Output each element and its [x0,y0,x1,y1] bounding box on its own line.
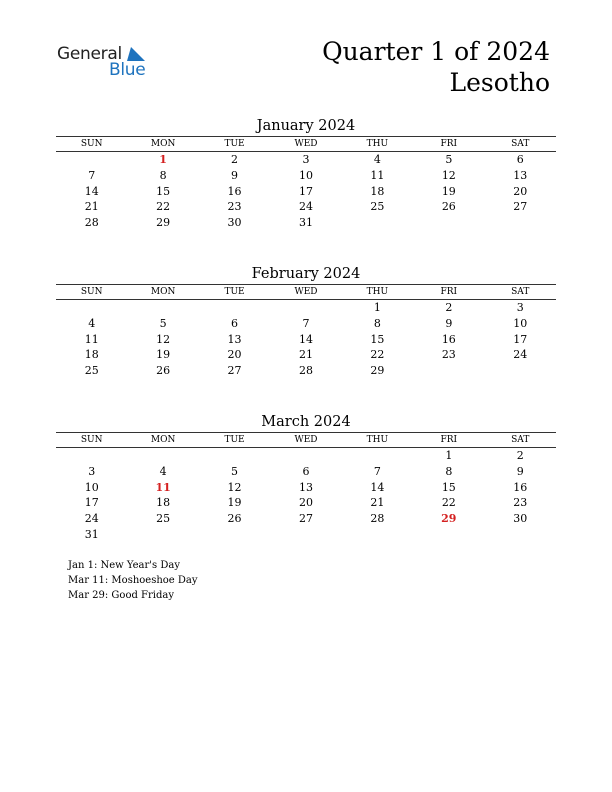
day-grid [56,300,556,379]
weekday-label: THU [366,139,389,149]
day-cell: 8 [159,168,167,182]
day-cell: 29 [370,364,385,378]
empty-day-cell [56,448,127,464]
day-cell: 19 [441,184,456,198]
weekday-label: WED [294,139,318,149]
day-cell: 27 [227,364,242,378]
day-cell: 4 [373,153,381,166]
weekday-label: SAT [511,287,530,297]
day-cell: 18 [370,184,385,198]
day-cell: 9 [516,464,524,478]
empty-day-cell [127,527,198,543]
day-cell: 26 [227,512,242,526]
day-cell: 14 [370,480,385,494]
holiday-day-cell: 29 [441,512,457,526]
weekday-label: TUE [224,435,245,445]
day-cell: 20 [298,496,313,510]
empty-day-cell [56,300,127,316]
weekday-label: TUE [224,139,245,149]
day-cell: 20 [513,184,528,198]
day-cell: 21 [298,348,313,362]
day-cell: 21 [84,200,99,214]
day-cell: 23 [513,496,528,510]
day-cell: 23 [227,200,242,214]
day-cell: 7 [302,316,310,330]
day-cell: 2 [445,301,453,314]
logo-triangle-icon [127,47,145,61]
logo-word-general: General [57,44,122,64]
day-cell: 12 [156,332,171,346]
day-cell: 6 [231,316,239,330]
day-cell: 16 [513,480,528,494]
day-cell: 2 [231,153,239,166]
day-cell: 19 [156,348,171,362]
day-cell: 27 [298,512,313,526]
day-cell: 3 [516,301,524,314]
month-title: January 2024 [256,118,356,134]
day-cell: 17 [298,184,313,198]
day-cell: 13 [298,480,313,494]
day-cell: 7 [88,168,96,182]
day-cell: 10 [84,480,99,494]
day-cell: 18 [84,348,99,362]
day-cell: 2 [516,449,524,462]
weekday-header [56,137,556,151]
day-cell: 31 [298,216,313,230]
empty-day-cell [127,300,198,316]
weekday-label: WED [294,435,318,445]
day-cell: 14 [298,332,313,346]
empty-day-cell [342,527,413,543]
title-country: Lesotho [449,68,550,97]
day-cell: 5 [231,464,239,478]
weekday-label: SUN [80,435,103,445]
weekday-label: FRI [440,139,458,149]
holiday-note: Jan 1: New Year's Day [68,560,180,571]
day-cell: 28 [84,216,99,230]
weekday-label: FRI [440,287,458,297]
day-cell: 30 [513,512,528,526]
empty-day-cell [270,448,341,464]
day-cell: 16 [227,184,242,198]
empty-day-cell [270,527,341,543]
day-grid [56,152,556,231]
day-cell: 22 [370,348,385,362]
day-cell: 17 [84,496,99,510]
empty-day-cell [342,448,413,464]
day-cell: 10 [298,168,313,182]
day-cell: 26 [156,364,171,378]
empty-day-cell [270,300,341,316]
generalblue-logo [57,44,157,82]
day-cell: 12 [441,168,456,182]
weekday-label: SAT [511,139,530,149]
weekday-header [56,433,556,447]
day-cell: 1 [445,449,453,462]
empty-day-cell [413,215,484,231]
day-cell: 12 [227,480,242,494]
day-cell: 22 [441,496,456,510]
empty-day-cell [56,152,127,168]
empty-day-cell [199,300,270,316]
weekday-label: SAT [511,435,530,445]
day-cell: 5 [445,153,453,166]
empty-day-cell [413,363,484,379]
day-cell: 28 [370,512,385,526]
day-cell: 3 [88,464,96,478]
day-cell: 15 [156,184,171,198]
day-cell: 4 [88,316,96,330]
day-cell: 19 [227,496,242,510]
day-cell: 8 [373,316,381,330]
day-cell: 25 [84,364,99,378]
day-cell: 8 [445,464,453,478]
day-cell: 25 [370,200,385,214]
day-cell: 13 [227,332,242,346]
holiday-note: Mar 29: Good Friday [68,590,174,601]
day-cell: 24 [84,512,99,526]
weekday-label: THU [366,435,389,445]
weekday-label: SUN [80,287,103,297]
empty-day-cell [199,527,270,543]
day-cell: 25 [156,512,171,526]
day-cell: 11 [84,332,99,346]
weekday-label: MON [150,435,176,445]
day-cell: 6 [516,153,524,166]
month-title: March 2024 [261,414,351,430]
day-cell: 21 [370,496,385,510]
logo-word-blue: Blue [109,60,146,80]
day-cell: 24 [298,200,313,214]
day-cell: 7 [373,464,381,478]
weekday-label: FRI [440,435,458,445]
weekday-label: MON [150,287,176,297]
day-cell: 17 [513,332,528,346]
empty-day-cell [485,215,556,231]
empty-day-cell [485,527,556,543]
day-cell: 16 [441,332,456,346]
weekday-header [56,285,556,299]
weekday-label: MON [150,139,176,149]
day-cell: 18 [156,496,171,510]
holiday-notes [68,558,198,603]
day-cell: 14 [84,184,99,198]
title-quarter: Quarter 1 of 2024 [322,37,550,66]
day-cell: 29 [156,216,171,230]
day-cell: 15 [441,480,456,494]
holiday-day-cell: 1 [159,153,167,166]
day-cell: 31 [84,527,99,541]
empty-day-cell [199,448,270,464]
day-cell: 3 [302,153,310,166]
day-cell: 5 [159,316,167,330]
day-cell: 9 [445,316,453,330]
holiday-note: Mar 11: Moshoeshoe Day [68,575,198,586]
day-cell: 9 [231,168,239,182]
day-grid [56,448,556,543]
empty-day-cell [413,527,484,543]
weekday-label: SUN [80,139,103,149]
page-title [322,36,550,98]
day-cell: 28 [298,364,313,378]
empty-day-cell [127,448,198,464]
day-cell: 6 [302,464,310,478]
month-january [56,116,556,231]
day-cell: 13 [513,168,528,182]
day-cell: 24 [513,348,528,362]
month-february [56,264,556,379]
empty-day-cell [342,215,413,231]
day-cell: 27 [513,200,528,214]
month-title: February 2024 [251,266,361,282]
day-cell: 26 [441,200,456,214]
day-cell: 23 [441,348,456,362]
holiday-day-cell: 11 [155,480,171,494]
day-cell: 22 [156,200,171,214]
weekday-label: WED [294,287,318,297]
day-cell: 30 [227,216,242,230]
weekday-label: THU [366,287,389,297]
day-cell: 10 [513,316,528,330]
empty-day-cell [485,363,556,379]
weekday-label: TUE [224,287,245,297]
day-cell: 4 [159,464,167,478]
day-cell: 11 [370,168,385,182]
day-cell: 20 [227,348,242,362]
day-cell: 15 [370,332,385,346]
day-cell: 1 [373,301,381,314]
month-march [56,412,556,543]
